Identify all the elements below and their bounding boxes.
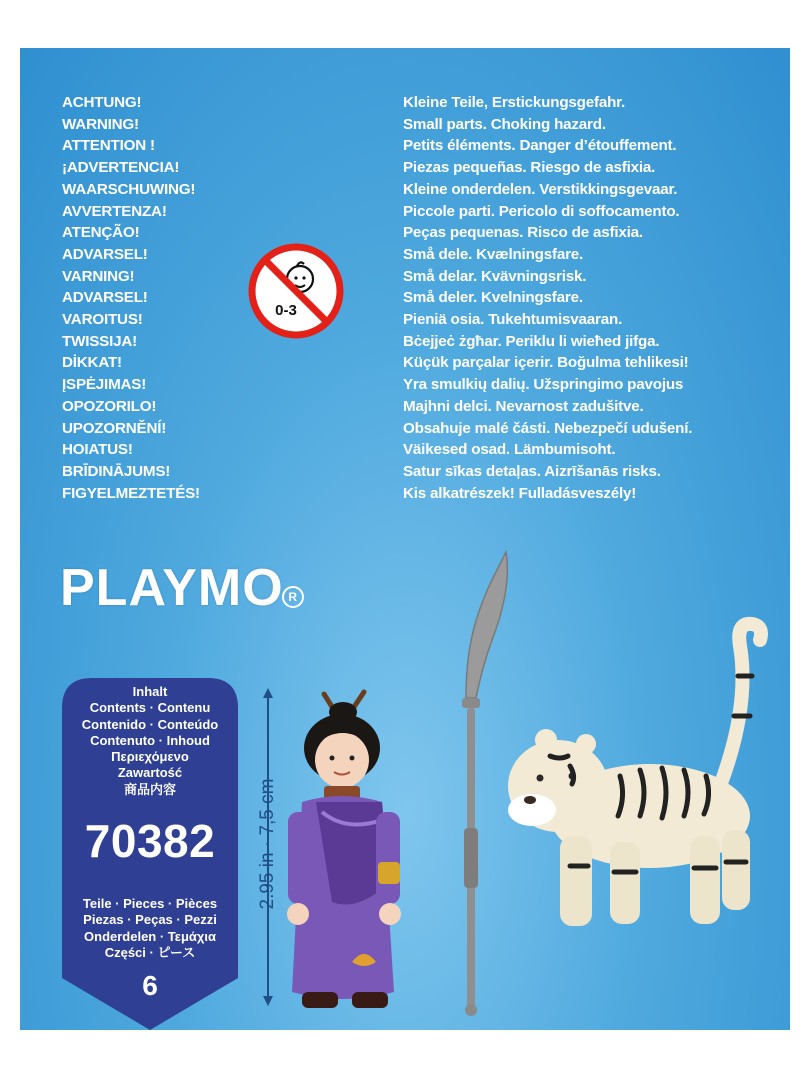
piece-count: 6: [142, 970, 158, 1001]
white-tiger-figure: [490, 616, 790, 936]
warning-text: Små deler. Kvelningsfare.: [403, 289, 583, 307]
contents-heading-line: Contenido · Conteúdo: [81, 716, 219, 732]
contents-heading-line: Contenuto · Inhoud: [90, 732, 210, 748]
warning-texts: [403, 92, 692, 504]
warning-text: Små delar. Kvävningsrisk.: [403, 267, 587, 285]
warning-heading: ACHTUNG!: [62, 94, 142, 111]
warning-text: Kleine onderdelen. Verstikkingsgevaar.: [403, 180, 678, 198]
warning-heading: ADVARSEL!: [62, 245, 148, 263]
warning-text: Obsahuje malé části. Nebezpečí udušení.: [403, 419, 693, 437]
warning-text: Petits éléments. Danger d’étouffement.: [403, 137, 677, 155]
logo-text: PLAYMO: [60, 559, 284, 617]
pieces-heading: [62, 896, 238, 961]
warning-heading: AVVERTENZA!: [62, 202, 167, 220]
warning-text: Yra smulkių dalių. Užspringimo pavojus: [403, 376, 684, 394]
brand-logo: [60, 558, 298, 618]
warrior-figure: [272, 662, 422, 1012]
contents-heading: [62, 684, 238, 798]
product-panel: [20, 48, 790, 1030]
contents-heading-line: Περιεχόμενο: [111, 749, 189, 765]
warning-heading: ADVARSEL!: [62, 289, 148, 307]
warning-heading: BRĪDINĀJUMS!: [62, 462, 171, 480]
warning-text: Small parts. Choking hazard.: [403, 115, 606, 133]
warning-heading: ĮSPĖJIMAS!: [62, 376, 147, 394]
warning-text: Väikesed osad. Lämbumisoht.: [403, 441, 616, 459]
warning-text: Kis alkatrészek! Fulladásveszély!: [403, 484, 637, 502]
warning-heading: WARNING!: [62, 115, 139, 133]
warning-heading: VAROITUS!: [62, 311, 143, 329]
age-warning-icon: [248, 243, 344, 339]
pieces-heading-line: Onderdelen · Τεμάχια: [84, 928, 216, 944]
warning-text: Piccole parti. Pericolo di soffocamento.: [403, 202, 680, 220]
contents-heading-line: Contents · Contenu: [89, 700, 211, 716]
dimension-label: 2.95 in · 7,5 cm: [257, 778, 278, 910]
warning-heading: OPOZORILO!: [62, 397, 157, 415]
warning-text: Peças pequenas. Risco de asfixia.: [403, 224, 643, 242]
pieces-heading-line: Części · ピース: [104, 944, 196, 960]
warning-text: Majhni delci. Nevarnost zadušitve.: [403, 397, 644, 415]
warning-text: Satur sīkas detaļas. Aizrīšanās risks.: [403, 462, 661, 480]
warning-heading: VARNING!: [62, 267, 135, 285]
warning-heading: ATTENTION !: [62, 137, 155, 155]
warning-heading: FIGYELMEZTETÉS!: [62, 484, 200, 502]
warning-heading: HOIATUS!: [62, 441, 133, 459]
warning-text: Pieniä osia. Tukehtumisvaaran.: [403, 311, 623, 329]
warning-headings: [62, 92, 200, 504]
contents-box: [62, 678, 238, 1030]
registered-mark-icon: R: [282, 586, 304, 608]
warning-text: Bċejjeċ żgħar. Periklu li wieħed jifga.: [403, 332, 660, 350]
warning-heading: TWISSIJA!: [62, 332, 137, 350]
warning-text: Små dele. Kvælningsfare.: [403, 245, 584, 263]
pieces-heading-line: Piezas · Peças · Pezzi: [83, 912, 217, 928]
warning-heading: UPOZORNĚNÍ!: [62, 419, 167, 437]
contents-heading-line: 商品内容: [123, 781, 176, 797]
age-label: 0-3: [275, 302, 297, 319]
warning-heading: DİKKAT!: [62, 354, 122, 372]
contents-heading-line: Inhalt: [132, 684, 168, 699]
warning-text: Küçük parçalar içerir. Boğulma tehlikesi!: [403, 354, 689, 372]
warning-heading: ¡ADVERTENCIA!: [62, 159, 180, 177]
warning-heading: ATENÇÃO!: [62, 224, 140, 242]
warning-text: Piezas pequeñas. Riesgo de asfixia.: [403, 159, 656, 177]
warning-text: Kleine Teile, Erstickungsgefahr.: [403, 94, 626, 111]
item-number: 70382: [84, 815, 216, 867]
contents-heading-line: Zawartość: [117, 765, 183, 781]
warning-heading: WAARSCHUWING!: [62, 180, 196, 198]
pieces-heading-line: Teile · Pieces · Pièces: [82, 896, 218, 911]
